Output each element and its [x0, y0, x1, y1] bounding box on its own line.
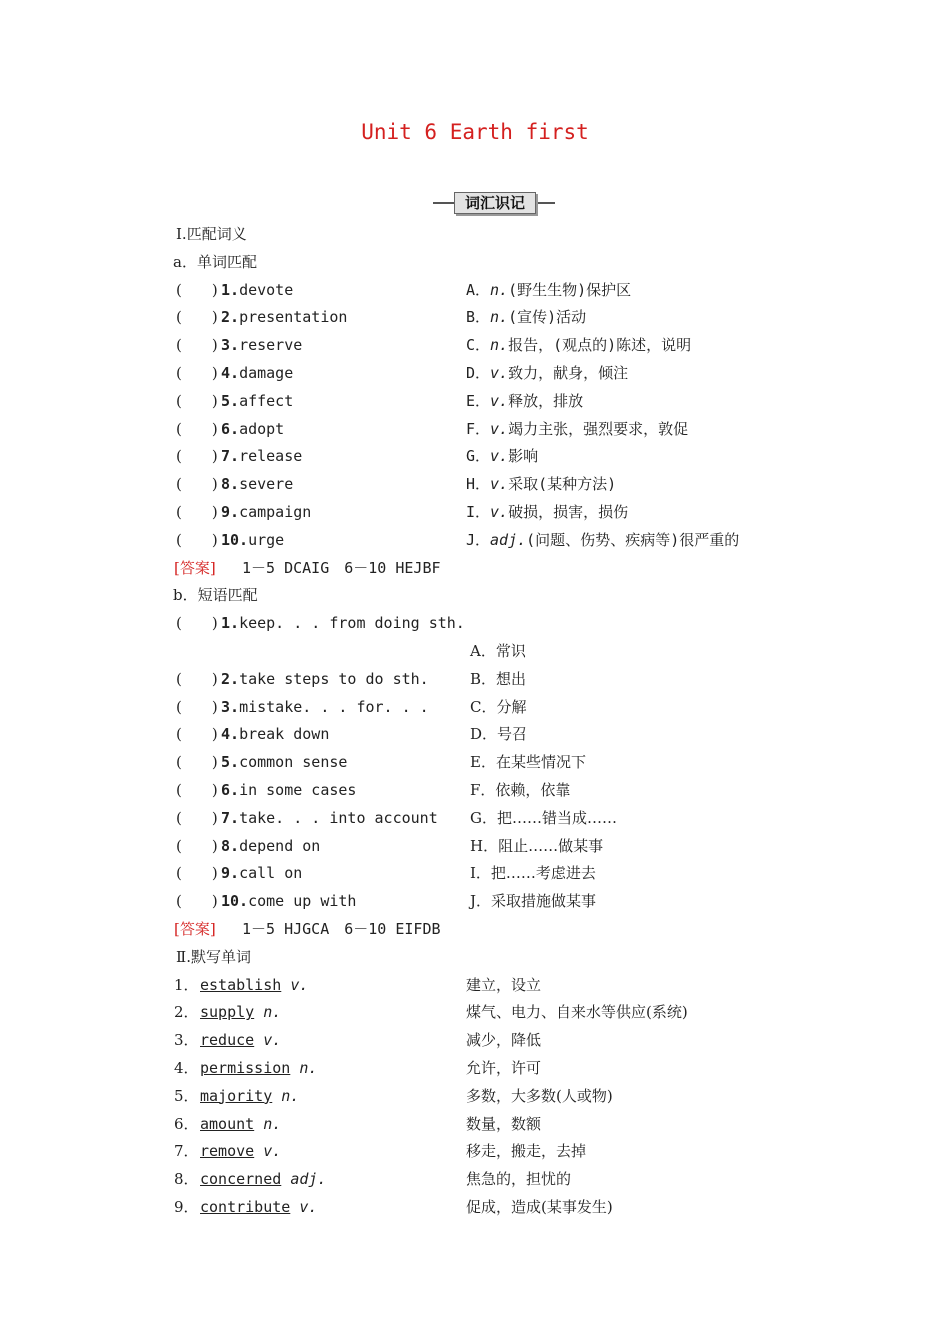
- item-number: 3．: [174, 1031, 199, 1050]
- word-meaning: 焦急的，担忧的: [466, 1170, 572, 1189]
- answer-row: [0, 917, 950, 941]
- option: [466, 305, 586, 329]
- phrase-item: [221, 834, 320, 858]
- item-number: 10.: [221, 892, 249, 911]
- answer-blank: ( ): [176, 419, 218, 438]
- word-answer: [200, 1167, 326, 1191]
- item-phrase: call on: [239, 864, 303, 883]
- option-pos: v.: [490, 391, 509, 410]
- option: B．想出: [470, 669, 527, 688]
- option: [466, 444, 538, 468]
- option-text: 致力，献身，倾注: [508, 364, 629, 382]
- word-match-row: [0, 417, 950, 441]
- option: D．号召: [470, 725, 528, 744]
- word-item: [221, 444, 302, 468]
- item-number: 7.: [221, 808, 240, 827]
- option-text: (问题、伤势、疾病等)很严重的: [526, 530, 740, 549]
- option-text: 采取(某种方法): [508, 475, 617, 494]
- phrase-item: [221, 722, 329, 746]
- underlined-word: concerned: [200, 1170, 282, 1189]
- answer-blank: ( ): [176, 753, 218, 772]
- option: [466, 528, 739, 552]
- item-number: 9.: [221, 864, 240, 883]
- item-word: severe: [239, 475, 294, 494]
- word-pos: v.: [290, 975, 309, 994]
- word-item: [221, 278, 293, 302]
- word-item: [221, 389, 293, 413]
- option-letter: B．: [466, 308, 491, 327]
- item-number: 4.: [221, 364, 240, 382]
- option-letter: C．: [466, 336, 491, 355]
- write-word-row: [0, 1000, 950, 1024]
- phrase-match-row: [0, 611, 950, 635]
- item-word: affect: [239, 391, 294, 410]
- word-pos: n.: [299, 1059, 318, 1077]
- answer-blank: ( ): [176, 808, 218, 827]
- word-item: [221, 333, 302, 357]
- phrase-match-row: [0, 889, 950, 913]
- option-text: 释放，排放: [508, 391, 584, 410]
- underlined-word: majority: [200, 1086, 273, 1105]
- item-phrase: mistake. . . for. . .: [239, 697, 429, 716]
- page-title: Unit 6 Earth first: [361, 120, 589, 144]
- answer-tag: [答案]: [174, 920, 216, 938]
- option-pos: n.: [490, 280, 509, 299]
- phrase-match-row: [0, 695, 950, 719]
- item-number: 5.: [221, 391, 240, 410]
- option: [466, 278, 631, 302]
- item-number: 6.: [221, 781, 240, 799]
- option-pos: v.: [490, 503, 509, 521]
- item-number: 5.: [221, 753, 240, 772]
- part-heading-text: a．单词匹配: [173, 252, 257, 271]
- answer-text: 1－5 DCAIG 6－10 HEJBF: [242, 558, 441, 577]
- answer-blank: ( ): [176, 836, 218, 855]
- word-answer: [200, 1195, 317, 1219]
- phrase-match-row: [0, 834, 950, 858]
- answer-blank: ( ): [176, 503, 218, 521]
- write-word-row: [0, 1139, 950, 1163]
- write-word-row: [0, 973, 950, 997]
- word-match-row: [0, 528, 950, 552]
- word-answer: [200, 1056, 317, 1080]
- section-heading-2: [0, 945, 950, 969]
- option: A．常识: [470, 642, 526, 660]
- option-text: 影响: [508, 447, 539, 466]
- option: F．依赖，依靠: [470, 781, 571, 799]
- answer-blank: ( ): [176, 391, 218, 410]
- answer-blank: ( ): [176, 530, 218, 549]
- word-match-row: [0, 278, 950, 302]
- word-match-row: [0, 472, 950, 496]
- item-number: 10.: [221, 530, 249, 549]
- section-heading-text: Ⅱ.默写单词: [176, 947, 251, 966]
- item-number: 2.: [221, 669, 240, 688]
- item-number: 2.: [221, 308, 240, 327]
- word-meaning: 减少，降低: [466, 1031, 542, 1050]
- section-heading-1: [0, 222, 950, 246]
- option-letter: G．: [466, 447, 491, 466]
- option-letter: F．: [466, 419, 491, 438]
- item-word: reserve: [239, 336, 303, 355]
- write-word-row: [0, 1028, 950, 1052]
- phrase-match-row: [0, 778, 950, 802]
- phrase-match-row: [0, 861, 950, 885]
- phrase-item: [221, 806, 438, 830]
- word-answer: [200, 1084, 299, 1108]
- answer-blank: ( ): [176, 614, 218, 633]
- option-letter: E．: [466, 391, 491, 410]
- option: H．阻止……做某事: [470, 836, 604, 855]
- answer-blank: ( ): [176, 364, 218, 382]
- option-text: (宣传)活动: [508, 308, 587, 327]
- item-phrase: take steps to do sth.: [239, 669, 429, 688]
- item-number: 1.: [221, 614, 240, 633]
- item-phrase: in some cases: [239, 781, 357, 799]
- item-word: devote: [239, 280, 294, 299]
- write-word-row: [0, 1056, 950, 1080]
- item-phrase: break down: [239, 725, 330, 744]
- option: [466, 500, 628, 524]
- item-phrase: keep. . . from doing sth.: [239, 614, 465, 633]
- phrase-item: [221, 695, 429, 719]
- item-number: 6.: [221, 419, 240, 438]
- word-meaning: 允许，许可: [466, 1059, 542, 1077]
- phrase-match-row: [0, 639, 950, 663]
- option-pos: n.: [490, 308, 509, 327]
- word-meaning: 多数，大多数(人或物): [466, 1086, 613, 1105]
- word-meaning: 建立，设立: [466, 975, 542, 994]
- item-phrase: take. . . into account: [239, 808, 438, 827]
- option: I．把……考虑进去: [470, 864, 596, 883]
- word-item: [221, 361, 293, 385]
- underlined-word: reduce: [200, 1031, 255, 1050]
- item-number: 9．: [174, 1198, 199, 1216]
- word-answer: [200, 973, 308, 997]
- item-number: 5．: [174, 1086, 199, 1105]
- option-pos: v.: [490, 364, 509, 382]
- word-meaning: 数量，数额: [466, 1114, 542, 1133]
- option-letter: J．: [466, 530, 491, 549]
- word-meaning: 煤气、电力、自来水等供应(系统): [466, 1003, 688, 1022]
- word-match-row: [0, 361, 950, 385]
- word-match-row: [0, 444, 950, 468]
- item-number: 8.: [221, 475, 240, 494]
- part-b-heading: [0, 583, 950, 607]
- underlined-word: contribute: [200, 1198, 291, 1216]
- option-pos: adj.: [490, 530, 527, 549]
- word-pos: adj.: [290, 1170, 327, 1189]
- item-word: campaign: [239, 503, 312, 521]
- item-phrase: depend on: [239, 836, 321, 855]
- option: G．把……错当成……: [470, 808, 617, 827]
- item-number: 7.: [221, 447, 240, 466]
- item-number: 8．: [174, 1170, 199, 1189]
- write-word-row: [0, 1084, 950, 1108]
- underlined-word: remove: [200, 1142, 255, 1161]
- underlined-word: supply: [200, 1003, 255, 1022]
- underlined-word: permission: [200, 1059, 291, 1077]
- section-heading-text: Ⅰ.匹配词义: [176, 225, 247, 243]
- answer-blank: ( ): [176, 308, 218, 327]
- option-text: 报告，(观点的)陈述，说明: [508, 336, 692, 355]
- answer-blank: ( ): [176, 475, 218, 494]
- option-pos: v.: [490, 419, 509, 438]
- word-pos: n.: [263, 1003, 282, 1022]
- item-word: presentation: [239, 308, 348, 327]
- word-meaning: 移走，搬走，去掉: [466, 1142, 587, 1161]
- answer-blank: ( ): [176, 864, 218, 883]
- answer-blank: ( ): [176, 892, 218, 911]
- word-pos: n.: [281, 1086, 300, 1105]
- item-number: 1.: [221, 280, 240, 299]
- option-letter: D．: [466, 364, 491, 382]
- section-banner: [432, 192, 556, 214]
- answer-blank: ( ): [176, 336, 218, 355]
- item-word: urge: [248, 530, 285, 549]
- item-number: 4.: [221, 725, 240, 744]
- option-pos: v.: [490, 475, 509, 494]
- word-match-row: [0, 305, 950, 329]
- answer-text: 1－5 HJGCA 6－10 EIFDB: [242, 920, 441, 938]
- word-item: [221, 472, 293, 496]
- word-pos: n.: [263, 1114, 282, 1133]
- answer-row: [0, 556, 950, 580]
- option: [466, 389, 583, 413]
- phrase-match-row: [0, 750, 950, 774]
- option: E．在某些情况下: [470, 753, 586, 772]
- phrase-item: [221, 667, 429, 691]
- option: J．采取措施做某事: [470, 892, 597, 911]
- phrase-item: [221, 889, 356, 913]
- item-word: adopt: [239, 419, 285, 438]
- option-text: (野生生物)保护区: [508, 280, 632, 299]
- phrase-match-row: [0, 722, 950, 746]
- item-phrase: common sense: [239, 753, 348, 772]
- answer-blank: ( ): [176, 669, 218, 688]
- phrase-item: [221, 750, 347, 774]
- underlined-word: amount: [200, 1114, 255, 1133]
- option: [466, 333, 691, 357]
- banner-label: 词汇识记: [454, 192, 536, 214]
- item-number: 1．: [174, 975, 199, 994]
- phrase-item: [221, 861, 302, 885]
- word-answer: [200, 1139, 281, 1163]
- phrase-match-row: [0, 806, 950, 830]
- word-item: [221, 417, 284, 441]
- item-number: 6．: [174, 1114, 199, 1133]
- word-answer: [200, 1112, 281, 1136]
- answer-blank: ( ): [176, 781, 218, 799]
- write-word-row: [0, 1112, 950, 1136]
- word-pos: v.: [263, 1142, 282, 1161]
- word-match-row: [0, 500, 950, 524]
- option-pos: v.: [490, 447, 509, 466]
- word-answer: [200, 1000, 281, 1024]
- item-number: 3.: [221, 697, 240, 716]
- item-number: 2．: [174, 1003, 199, 1022]
- option: [466, 417, 688, 441]
- phrase-match-row: [0, 667, 950, 691]
- answer-blank: ( ): [176, 697, 218, 716]
- word-match-row: [0, 389, 950, 413]
- word-pos: v.: [299, 1198, 318, 1216]
- word-item: [221, 305, 347, 329]
- underlined-word: establish: [200, 975, 282, 994]
- answer-blank: ( ): [176, 447, 218, 466]
- item-word: damage: [239, 364, 294, 382]
- write-word-row: [0, 1167, 950, 1191]
- word-item: [221, 500, 311, 524]
- option: C．分解: [470, 697, 527, 716]
- word-match-row: [0, 333, 950, 357]
- phrase-item: [221, 778, 356, 802]
- option-pos: n.: [490, 336, 509, 355]
- word-pos: v.: [263, 1031, 282, 1050]
- answer-tag: [答案]: [174, 558, 216, 577]
- item-number: 7．: [174, 1142, 199, 1161]
- item-phrase: come up with: [248, 892, 357, 911]
- item-number: 4．: [174, 1059, 199, 1077]
- phrase-item: [221, 611, 465, 635]
- part-a-heading: [0, 250, 950, 274]
- word-meaning: 促成，造成(某事发生): [466, 1198, 613, 1216]
- option-text: 破损，损害，损伤: [508, 503, 629, 521]
- item-number: 8.: [221, 836, 240, 855]
- option: [466, 472, 616, 496]
- option-letter: I．: [466, 503, 491, 521]
- option-letter: H．: [466, 475, 491, 494]
- answer-blank: ( ): [176, 725, 218, 744]
- answer-blank: ( ): [176, 280, 218, 299]
- option: [466, 361, 628, 385]
- item-word: release: [239, 447, 303, 466]
- word-answer: [200, 1028, 281, 1052]
- write-word-row: [0, 1195, 950, 1219]
- option-text: 竭力主张，强烈要求，敦促: [508, 419, 689, 438]
- word-item: [221, 528, 284, 552]
- item-number: 9.: [221, 503, 240, 521]
- option-letter: A．: [466, 280, 491, 299]
- item-number: 3.: [221, 336, 240, 355]
- part-heading-text: b．短语匹配: [173, 586, 258, 605]
